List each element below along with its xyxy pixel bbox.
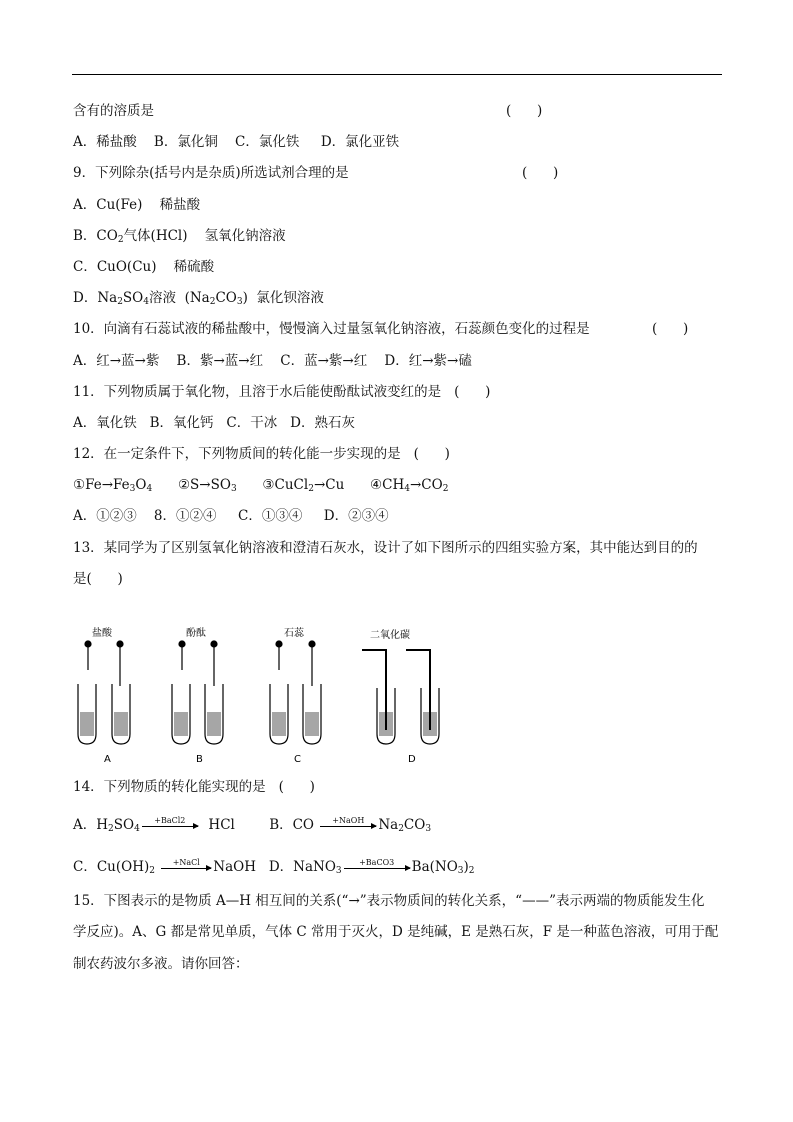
q14b-text: B．CO <box>269 817 315 833</box>
q13-stem: 13．某同学为了区别氢氧化钠溶液和澄清石灰水，设计了如下图所示的四组实验方案，其中能达到目的的 <box>73 540 698 556</box>
q9-answer-blank: ( ) <box>522 165 559 181</box>
q9d-text-3: 溶液 (Na <box>148 290 210 306</box>
q10-option-d: D．红→紫→磕 <box>384 353 472 369</box>
q14c-reaction-arrow: +NaCl <box>161 858 211 874</box>
q14b-product-2: CO <box>403 817 426 833</box>
q12-item-4: ④CH <box>370 477 405 493</box>
q14-text: 14．下列物质的转化能实现的是 <box>73 779 266 795</box>
q10-stem: 10．向滴有石蕊试液的稀盐酸中，慢慢滴入过量氢氧化钠溶液，石蕊颜色变化的过程是 <box>73 321 590 337</box>
diagram-label-c: C <box>294 754 301 765</box>
q12-option-c: C．①③④ <box>237 508 303 524</box>
q11-stem <box>73 384 490 400</box>
reagent-label-a: 盐酸 <box>92 628 112 639</box>
q12-option-b: 8．①②④ <box>153 508 217 524</box>
reagent-label-d: 二氧化碳 <box>370 630 410 641</box>
q12-option-a: A．①②③ <box>73 508 137 524</box>
q12-item-3: ③CuCl <box>262 477 309 493</box>
q12-item-3b: →Cu <box>313 477 345 493</box>
q12-text: 12．在一定条件下，下列物质间的转化能一步实现的是 <box>73 446 401 462</box>
q12-items: $①Fe\to Fe_3O_4$ $②S\to SO_3$ ③CuCl$_2$→Cu $④CH_4\to CO_2$ <box>73 477 449 494</box>
q10-answer-blank: ( ) <box>652 321 689 337</box>
reagent-label-c: 石蕊 <box>284 628 304 639</box>
q11-option-b: B．氧化钙 <box>149 415 214 431</box>
q14c-text: C．Cu(OH) <box>73 859 150 875</box>
q12-item-1: ①Fe→Fe <box>73 477 130 493</box>
q14a-reaction-arrow: +BaCl2 <box>142 816 198 832</box>
q11-text: 11．下列物质属于氧化物，且溶于水后能使酚酞试液变红的是 <box>73 384 442 400</box>
q14-options-cd: C．$Cu(OH)_2$ +NaCl NaOH D．NaNO$_3$ +BaCO3 $Ba(NO_3)_2$ <box>73 858 475 876</box>
q12-stem <box>73 446 450 462</box>
q12-options <box>73 508 389 524</box>
q13-stem-end: 是( ) <box>73 571 123 587</box>
q8-option-a: A．稀盐酸 <box>73 134 137 150</box>
q8-answer-blank: ( ) <box>506 103 543 119</box>
q15-stem-1: 15．下图表示的是物质 A—H 相互间的关系(“→”表示物质间的转化关系，“——”表示两端的物质能发生化 <box>73 893 705 909</box>
q14d-product: Ba(NO <box>411 859 458 875</box>
q12-item-2: ②S→SO <box>177 477 231 493</box>
q8-option-b: B．氯化铜 <box>153 134 218 150</box>
q14-options-ab: A．$H_2SO_4$ +BaCl2 HCl B．CO +NaOH $Na_2CO_3$ <box>73 816 432 834</box>
q10-option-c: C．蓝→紫→红 <box>280 353 368 369</box>
q14a-product: HCl <box>208 817 235 833</box>
q9-stem: 9．下列除杂(括号内是杂质)所选试剂合理的是 <box>73 165 349 181</box>
q14-answer-blank: ( ) <box>278 779 315 795</box>
q14-stem <box>73 779 315 795</box>
q14d-reaction-arrow: +BaCO3 <box>344 858 410 874</box>
q9d-text-5: ) 氯化钡溶液 <box>242 290 324 306</box>
q14a-text: A．H <box>73 817 109 833</box>
q14c-product: NaOH <box>213 859 256 875</box>
q9b-text: B．CO <box>73 228 118 244</box>
q10-option-b: B．紫→蓝→红 <box>176 353 264 369</box>
q12-item-1b: O <box>135 477 147 493</box>
q14d-text: D．NaNO <box>268 859 336 875</box>
diagram-label-a: A <box>104 754 111 765</box>
q9-option-c: C．CuO(Cu) 稀硫酸 <box>73 259 215 275</box>
q15-stem-3: 制农药波尔多液。请你回答： <box>73 956 249 972</box>
q8-option-d: D．氯化亚铁 <box>320 134 400 150</box>
q8-options <box>73 134 399 150</box>
q9-option-d: D．$Na_2SO_4$溶液 $(Na_2CO_3)$ 氯化钡溶液 <box>73 290 324 307</box>
q9d-text-2: SO <box>122 290 144 306</box>
q14b-product: Na <box>378 817 399 833</box>
diagram-label-d: D <box>408 754 416 765</box>
q12-answer-blank: ( ) <box>413 446 450 462</box>
q11-option-a: A．氧化铁 <box>73 415 137 431</box>
reagent-label-b: 酚酞 <box>186 628 206 639</box>
q8-stem-end: 含有的溶质是 <box>73 103 154 119</box>
header-rule <box>72 74 722 75</box>
q11-option-c: C．干冰 <box>226 415 278 431</box>
q15-stem-2: 学反应)。A、G 都是常见单质，气体 C 常用于灭火，D 是纯碱，E 是熟石灰，F 是一种蓝色溶液，可用于配 <box>73 924 719 940</box>
q9d-text: D．Na <box>73 290 118 306</box>
q9d-text-4: CO <box>215 290 237 306</box>
q9-option-a: A．Cu(Fe) 稀盐酸 <box>73 197 201 213</box>
q10-option-a: A．红→蓝→紫 <box>73 353 160 369</box>
q14a-text-2: SO <box>113 817 135 833</box>
q9-option-b: B．$CO_2$气体(HCl) 氢氧化钠溶液 <box>73 228 286 245</box>
diagram-label-b: B <box>196 754 203 765</box>
q12-option-d: D．②③④ <box>323 508 389 524</box>
q11-option-d: D．熟石灰 <box>290 415 355 431</box>
q11-answer-blank: ( ) <box>454 384 491 400</box>
q10-options <box>73 353 472 369</box>
test-tube-diagram <box>74 626 454 766</box>
q8-option-c: C．氯化铁 <box>235 134 300 150</box>
q14d-product-2: ) <box>463 859 469 875</box>
q9b-text-2: 气体(HCl) 氢氧化钠溶液 <box>123 228 286 244</box>
q11-options <box>73 415 355 431</box>
q14b-reaction-arrow: +NaOH <box>320 816 376 832</box>
q12-item-4b: →CO <box>409 477 443 493</box>
